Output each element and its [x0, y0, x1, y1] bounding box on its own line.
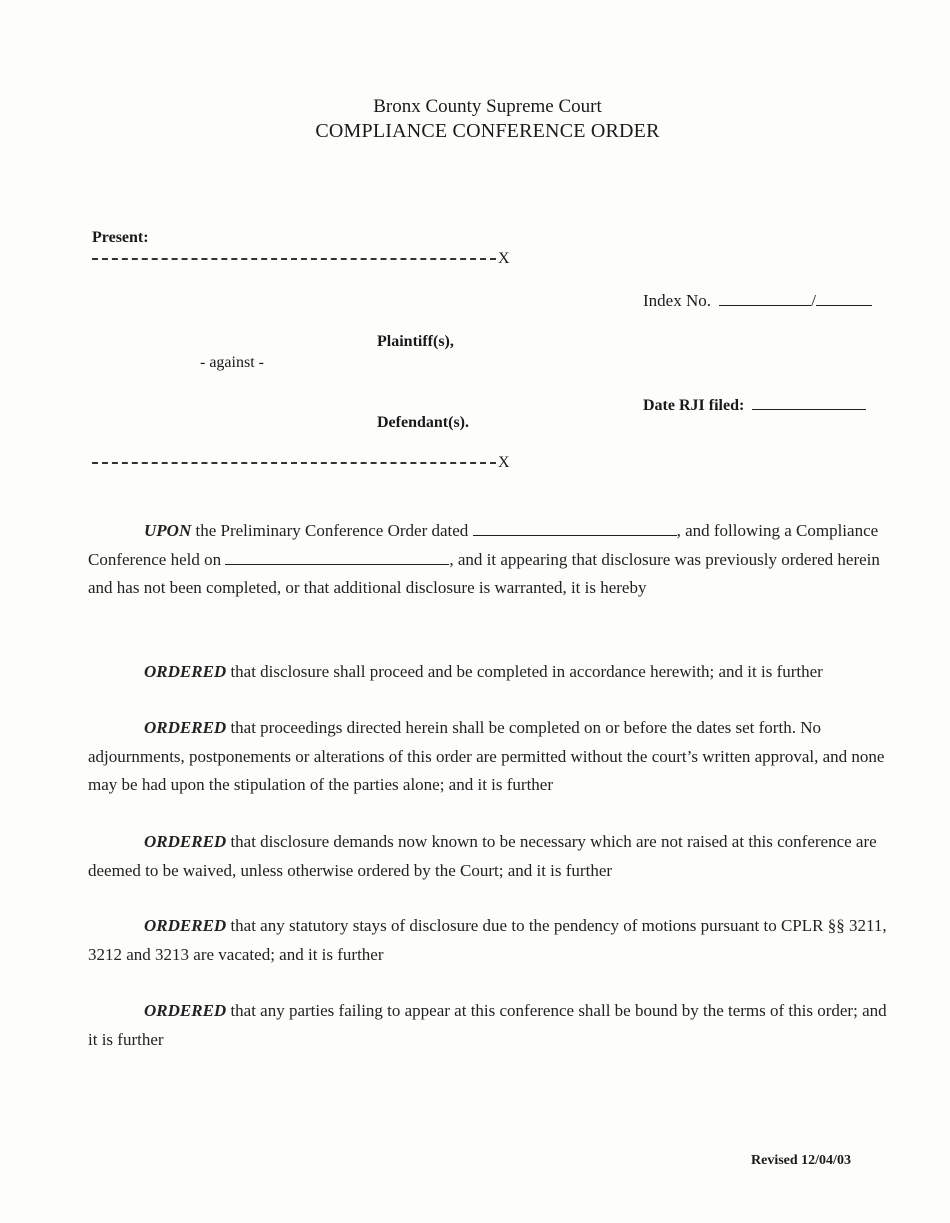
date-rji-label: Date RJI filed:	[643, 397, 745, 414]
dashed-rule	[92, 258, 496, 260]
dashed-rule	[92, 462, 496, 464]
upon-paragraph: UPON the Preliminary Conference Order dated , and following a Compliance Conference held on , and it appearing that disclosure was previously ordered herein and has not been completed, or that additional disclosure is warranted, it is hereby	[88, 521, 880, 597]
present-label: Present:	[92, 229, 149, 246]
index-blank-1[interactable]	[719, 291, 811, 306]
ordered-paragraph: ORDERED that proceedings directed herein shall be completed on or before the dates set forth. No adjournments, postponements or alterations of this order are permitted without the court’s written approval, and none may be had upon the stipulation of the parties alone; and it is further	[88, 718, 885, 794]
x-mark: X	[498, 454, 510, 471]
ordered-keyword: ORDERED	[144, 718, 227, 737]
against-label: - against -	[200, 354, 264, 371]
x-mark: X	[498, 250, 510, 267]
ordered-paragraph: ORDERED that disclosure demands now known to be necessary which are not raised at this conference are deemed to be waived, unless otherwise ordered by the Court; and it is further	[88, 832, 877, 880]
ordered-keyword: ORDERED	[144, 662, 227, 681]
date-rji-blank[interactable]	[752, 395, 866, 410]
upon-keyword: UPON	[144, 521, 192, 540]
order-date-blank[interactable]	[473, 521, 677, 536]
ordered-paragraph: ORDERED that any statutory stays of disclosure due to the pendency of motions pursuant to CPLR §§ 3211, 3212 and 3213 are vacated; and it is further	[88, 916, 887, 964]
court-name: Bronx County Supreme Court	[373, 96, 602, 117]
index-label: Index No.	[643, 291, 711, 310]
conference-date-blank[interactable]	[225, 550, 449, 565]
ordered-keyword: ORDERED	[144, 1001, 227, 1020]
defendant-label: Defendant(s).	[377, 414, 469, 431]
ordered-paragraph: ORDERED that any parties failing to appear at this conference shall be bound by the terms of this order; and it is further	[88, 1001, 887, 1049]
ordered-keyword: ORDERED	[144, 832, 227, 851]
order-title: COMPLIANCE CONFERENCE ORDER	[315, 120, 660, 142]
index-number-field	[643, 291, 872, 311]
ordered-keyword: ORDERED	[144, 916, 227, 935]
ordered-paragraph: ORDERED that disclosure shall proceed and be completed in accordance herewith; and it is further	[144, 662, 823, 681]
date-rji-field	[643, 395, 866, 415]
revision-date: Revised 12/04/03	[751, 1153, 851, 1168]
plaintiff-label: Plaintiff(s),	[377, 333, 454, 350]
caption-top-line	[92, 250, 510, 268]
caption-bottom-line	[92, 454, 510, 472]
index-blank-2[interactable]	[816, 291, 872, 306]
index-separator: /	[811, 291, 816, 310]
